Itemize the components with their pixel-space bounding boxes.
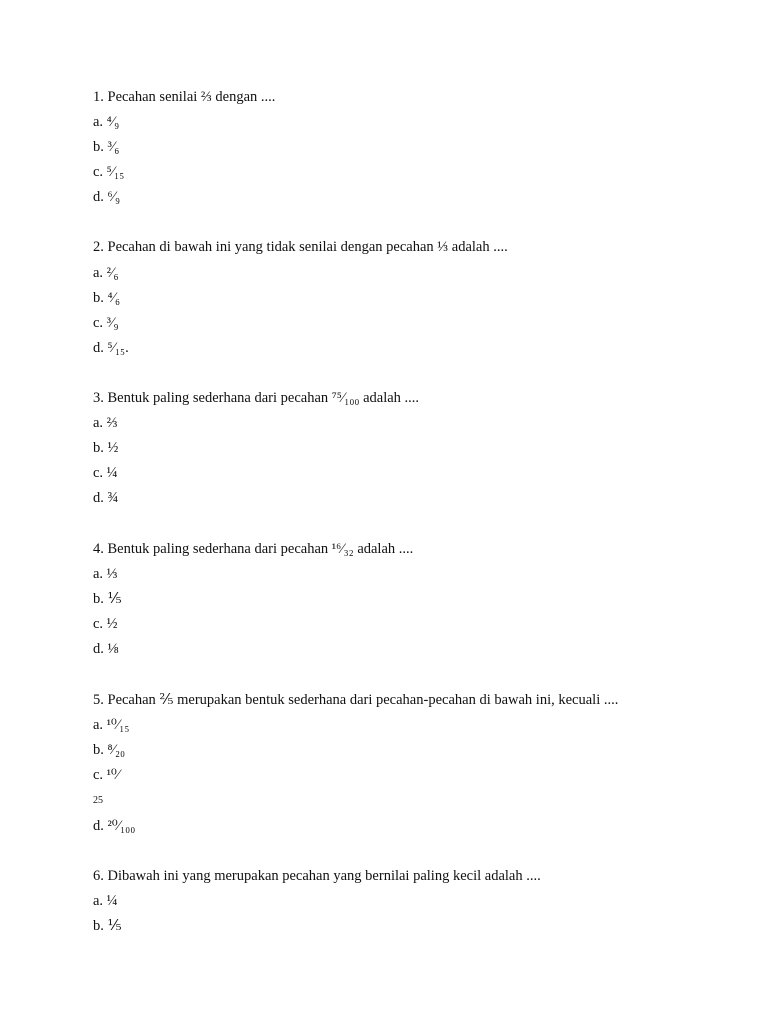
question-6: 6. Dibawah ini yang merupakan pecahan yang bernilai paling kecil adalah .... <box>93 868 541 884</box>
question-2: 2. Pecahan di bawah ini yang tidak senilai dengan pecahan ⅓ adalah .... <box>93 239 508 255</box>
q2-option-c: c. ³⁄₉ <box>93 315 119 331</box>
q3-option-b: b. ½ <box>93 440 119 456</box>
q4-option-d: d. ⅛ <box>93 641 119 657</box>
question-4: 4. Bentuk paling sederhana dari pecahan ¹⁶⁄₃₂ adalah .... <box>93 541 414 557</box>
q5-option-c-denominator: 25 <box>93 795 103 806</box>
q2-option-b: b. ⁴⁄₆ <box>93 290 121 306</box>
q5-option-d: d. ²⁰⁄₁₀₀ <box>93 818 136 834</box>
question-1: 1. Pecahan senilai ⅔ dengan .... <box>93 89 276 105</box>
q6-option-b: b. ⅕ <box>93 918 122 934</box>
question-5: 5. Pecahan ⅖ merupakan bentuk sederhana dari pecahan-pecahan di bawah ini, kecuali .... <box>93 692 619 708</box>
q2-option-a: a. ²⁄₆ <box>93 265 119 281</box>
q5-option-c: c. ¹⁰⁄ <box>93 767 120 783</box>
q4-option-c: c. ½ <box>93 616 118 632</box>
q2-option-d: d. ⁵⁄₁₅. <box>93 340 129 356</box>
q5-option-a: a. ¹⁰⁄₁₅ <box>93 717 130 733</box>
q3-option-d: d. ¾ <box>93 490 119 506</box>
question-3: 3. Bentuk paling sederhana dari pecahan ⁷⁵⁄₁₀₀ adalah .... <box>93 390 420 406</box>
q5-option-b: b. ⁸⁄₂₀ <box>93 742 126 758</box>
q1-option-c: c. ⁵⁄₁₅ <box>93 164 125 180</box>
q6-option-a: a. ¼ <box>93 893 118 909</box>
q1-option-b: b. ³⁄₆ <box>93 139 120 155</box>
q1-option-d: d. ⁶⁄₉ <box>93 189 121 205</box>
q4-option-b: b. ⅕ <box>93 591 122 607</box>
q1-option-a: a. ⁴⁄₉ <box>93 114 120 130</box>
q3-option-c: c. ¼ <box>93 465 118 481</box>
q4-option-a: a. ⅓ <box>93 566 118 582</box>
q3-option-a: a. ⅔ <box>93 415 118 431</box>
